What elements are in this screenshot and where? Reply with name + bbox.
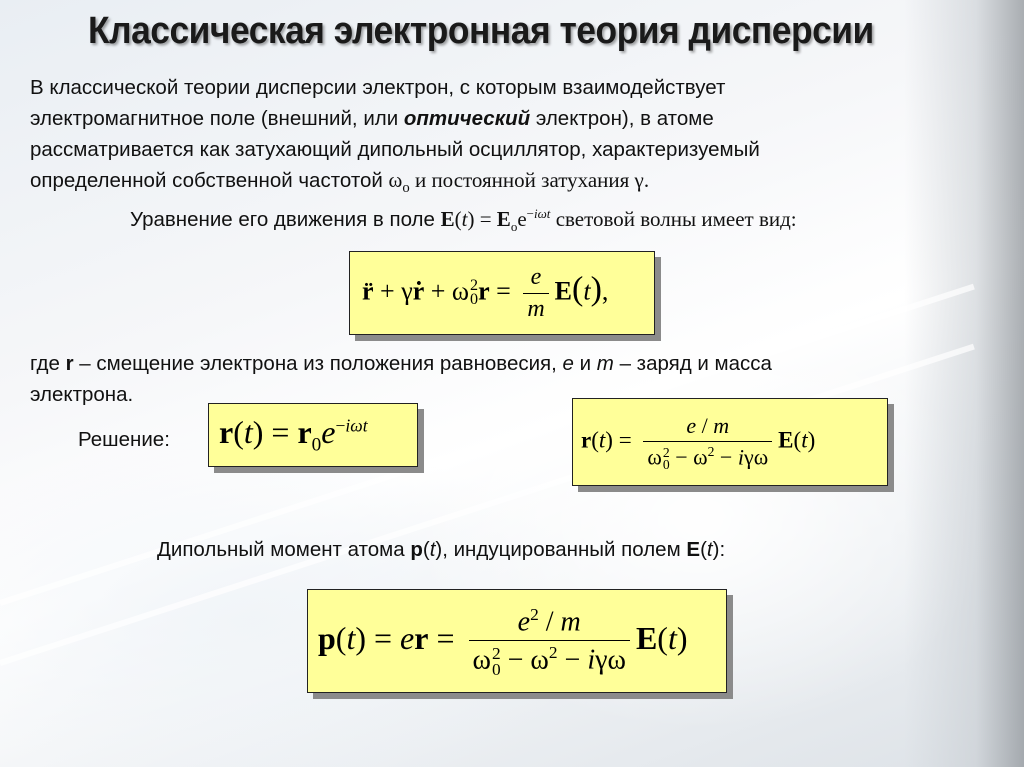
omega-zero-symbol: $\omega_o$ bbox=[388, 168, 410, 197]
field-formula-inline: $E(t) = E_oe^{-i\omega t}$ bbox=[440, 206, 551, 235]
dipole-intro: Дипольный момент атома p(t), индуцированный полем E(t): bbox=[157, 538, 726, 561]
intro-paragraph bbox=[30, 72, 760, 204]
dipole-moment-formula: p(t) = er = $e^2$ / m ω 2 0 − $\omega^2 - i\gamma\omega$ E(t) bbox=[318, 604, 688, 679]
intro-line-4: определенной собственной частотой $\omega_o$ и постоянной затухания γ. bbox=[30, 168, 650, 197]
intro-line-3: рассматривается как затухающий дипольный осциллятор, характеризуемый bbox=[30, 138, 760, 161]
solution-label: Решение: bbox=[78, 428, 170, 451]
equation-of-motion-box bbox=[349, 251, 655, 335]
dipole-moment-box bbox=[307, 589, 727, 693]
background-shade bbox=[904, 0, 1024, 767]
motion-intro: Уравнение его движения в поле $E(t) = E_oe^{-i\omega t}$ световой волны имеет вид: bbox=[130, 206, 797, 235]
equation-of-motion: r̈ + γṙ + ω 2 0 r = $\frac{e}{m}$ E(t), bbox=[362, 263, 609, 322]
intro-line-2: электромагнитное поле (внешний, или оптический электрон), в атоме bbox=[30, 107, 714, 130]
solution-formula: $r(t) = r_0e^{-i\omega t}$ bbox=[219, 413, 368, 456]
solution-box bbox=[208, 403, 418, 467]
damping-text: и постоянной затухания γ. bbox=[409, 168, 650, 192]
where-line-2: электрона. bbox=[30, 383, 134, 406]
where-line-1: где r – смещение электрона из положения равновесия, e и m – заряд и масса bbox=[30, 352, 772, 375]
page-title: Классическая электронная теория дисперсии bbox=[88, 10, 874, 52]
displacement-box bbox=[572, 398, 888, 486]
intro-line-1: В классической теории дисперсии электрон, с которым взаимодействует bbox=[30, 76, 726, 99]
displacement-formula: r(t) = e / m ω 2 0 − $\omega^2 - i\gamma\omega$ E(t) bbox=[581, 412, 816, 472]
optical-term: оптический bbox=[403, 107, 531, 130]
